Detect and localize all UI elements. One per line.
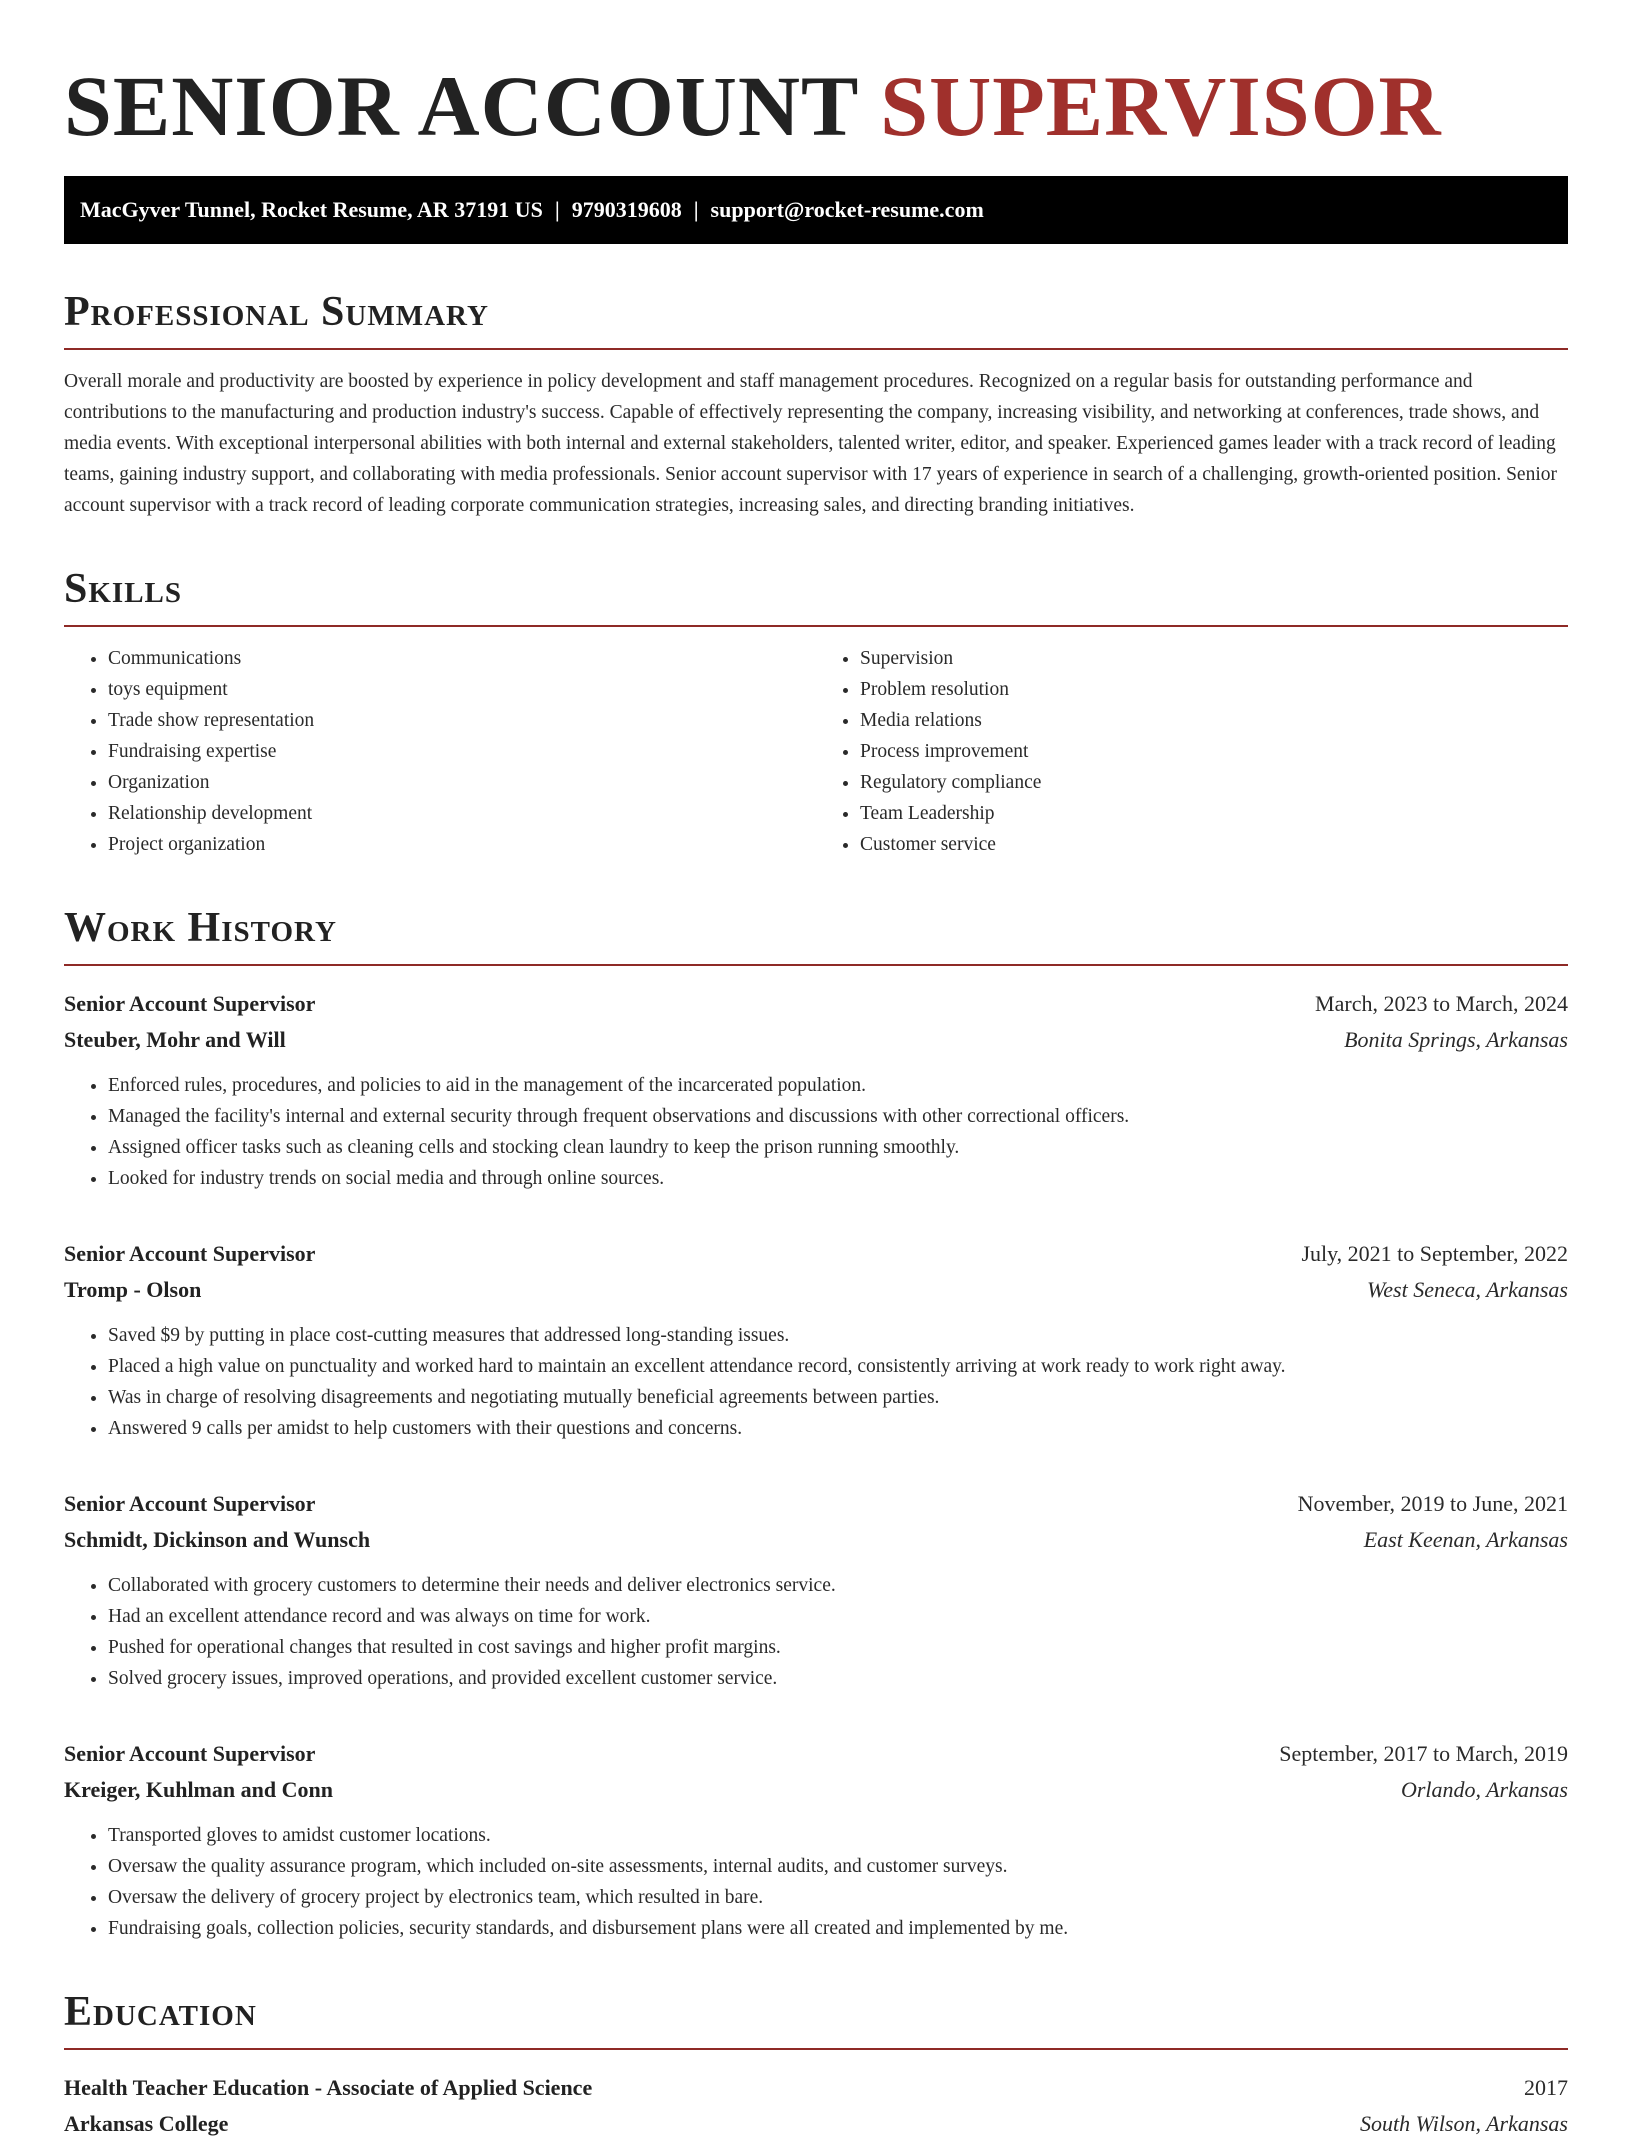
skills-section (64, 565, 1568, 860)
skills-list-left (64, 643, 816, 860)
education-degree: Health Teacher Education - Associate of Applied Science (64, 2075, 593, 2100)
job-bullet: • Had an excellent attendance record and was always on time for work. (108, 1601, 1568, 1632)
job-bullet: • Was in charge of resolving disagreements and negotiating mutually beneficial agreements between parties. (108, 1382, 1568, 1413)
job-bullets (64, 1320, 1568, 1444)
job-title: Senior Account Supervisor (64, 1491, 316, 1516)
skills-grid (64, 643, 1568, 860)
work-history-section (64, 904, 1568, 1944)
job-dates: September, 2017 to March, 2019 (1279, 1741, 1568, 1766)
skill-item: • Organization (108, 767, 816, 798)
contact-email: support@rocket-resume.com (710, 197, 984, 222)
job-dates: March, 2023 to March, 2024 (1315, 991, 1568, 1016)
job-entry (64, 1486, 1568, 1694)
job-bullet: • Assigned officer tasks such as cleaning cells and stocking clean laundry to keep the prison running smoothly. (108, 1132, 1568, 1163)
skill-item: • Customer service (860, 829, 1568, 860)
job-bullet: • Oversaw the delivery of grocery project by electronics team, which resulted in bare. (108, 1882, 1568, 1913)
job-location: East Keenan, Arkansas (1363, 1527, 1568, 1552)
summary-text: Overall morale and productivity are boosted by experience in policy development and staff management procedures. Recognized on a regular basis for outstanding performance and contributions to the manufacturing and production industry's success. Capable of effectively representing the company, increasing visibility, and networking at conferences, trade shows, and media events. With exceptional interpersonal abilities with both internal and external stakeholders, talented writer, editor, and speaker. Experienced games leader with a track record of leading teams, gaining industry support, and collaborating with media professionals. Senior account supervisor with 17 years of experience in search of a challenging, growth-oriented position. Senior account supervisor with a track record of leading corporate communication strategies, increasing sales, and directing branding initiatives. (64, 371, 1557, 516)
title-main: SENIOR ACCOUNT (64, 58, 858, 154)
job-bullet: • Fundraising goals, collection policies, security standards, and disbursement plans were all created and implemented by me. (108, 1913, 1568, 1944)
summary-heading: Professional Summary (64, 288, 1568, 350)
skills-list-right (816, 643, 1568, 860)
contact-phone: 9790319608 (571, 197, 682, 222)
skill-item: • Communications (108, 643, 816, 674)
skill-item: • toys equipment (108, 674, 816, 705)
contact-separator: | (554, 197, 560, 222)
job-company: Tromp - Olson (64, 1277, 202, 1302)
education-year: 2017 (1524, 2075, 1568, 2100)
job-bullet: • Managed the facility's internal and external security through frequent observations and discussions with other correctional officers. (108, 1101, 1568, 1132)
education-section (64, 1988, 1568, 2142)
job-location: Orlando, Arkansas (1400, 1777, 1568, 1802)
skill-item: • Media relations (860, 705, 1568, 736)
job-entry (64, 1736, 1568, 1944)
job-entry (64, 1236, 1568, 1444)
job-bullets (64, 1070, 1568, 1194)
work-history-heading: Work History (64, 904, 1568, 966)
job-location: Bonita Springs, Arkansas (1344, 1027, 1568, 1052)
job-bullet: • Oversaw the quality assurance program, which included on-site assessments, internal audits, and customer surveys. (108, 1851, 1568, 1882)
skill-item: • Trade show representation (108, 705, 816, 736)
job-bullet: • Enforced rules, procedures, and policies to aid in the management of the incarcerated population. (108, 1070, 1568, 1101)
education-heading: Education (64, 1988, 1568, 2050)
skill-item: • Regulatory compliance (860, 767, 1568, 798)
job-title: Senior Account Supervisor (64, 1741, 316, 1766)
job-bullets (64, 1820, 1568, 1944)
job-bullet: • Pushed for operational changes that resulted in cost savings and higher profit margins. (108, 1632, 1568, 1663)
job-title: Senior Account Supervisor (64, 1241, 316, 1266)
education-entry (64, 2070, 1568, 2142)
skill-item: • Relationship development (108, 798, 816, 829)
skill-item: • Project organization (108, 829, 816, 860)
job-bullet: • Saved $9 by putting in place cost-cutting measures that addressed long-standing issues. (108, 1320, 1568, 1351)
contact-bar (64, 176, 1568, 244)
contact-address: MacGyver Tunnel, Rocket Resume, AR 37191 US (80, 197, 543, 222)
job-bullet: • Looked for industry trends on social media and through online sources. (108, 1163, 1568, 1194)
job-company: Kreiger, Kuhlman and Conn (64, 1777, 333, 1802)
contact-separator: | (693, 197, 699, 222)
job-bullet: • Collaborated with grocery customers to determine their needs and deliver electronics service. (108, 1570, 1568, 1601)
skill-item: • Supervision (860, 643, 1568, 674)
job-location: West Seneca, Arkansas (1366, 1277, 1568, 1302)
summary-section (64, 288, 1568, 521)
education-school: Arkansas College (64, 2111, 229, 2136)
job-company: Steuber, Mohr and Will (64, 1027, 286, 1052)
job-bullet: • Solved grocery issues, improved operations, and provided excellent customer service. (108, 1663, 1568, 1694)
education-location: South Wilson, Arkansas (1359, 2111, 1568, 2136)
job-title: Senior Account Supervisor (64, 991, 316, 1016)
job-bullet: • Answered 9 calls per amidst to help customers with their questions and concerns. (108, 1413, 1568, 1444)
job-bullet: • Transported gloves to amidst customer locations. (108, 1820, 1568, 1851)
job-dates: July, 2021 to September, 2022 (1301, 1241, 1568, 1266)
skill-item: • Fundraising expertise (108, 736, 816, 767)
job-entry (64, 986, 1568, 1194)
job-bullet: • Placed a high value on punctuality and worked hard to maintain an excellent attendance record, consistently arriving at work ready to work right away. (108, 1351, 1568, 1382)
skill-item: • Problem resolution (860, 674, 1568, 705)
skill-item: • Process improvement (860, 736, 1568, 767)
resume-title (64, 56, 1568, 156)
title-accent: SUPERVISOR (880, 58, 1442, 154)
skill-item: • Team Leadership (860, 798, 1568, 829)
job-dates: November, 2019 to June, 2021 (1297, 1491, 1568, 1516)
skills-heading: Skills (64, 565, 1568, 627)
job-bullets (64, 1570, 1568, 1694)
job-company: Schmidt, Dickinson and Wunsch (64, 1527, 371, 1552)
